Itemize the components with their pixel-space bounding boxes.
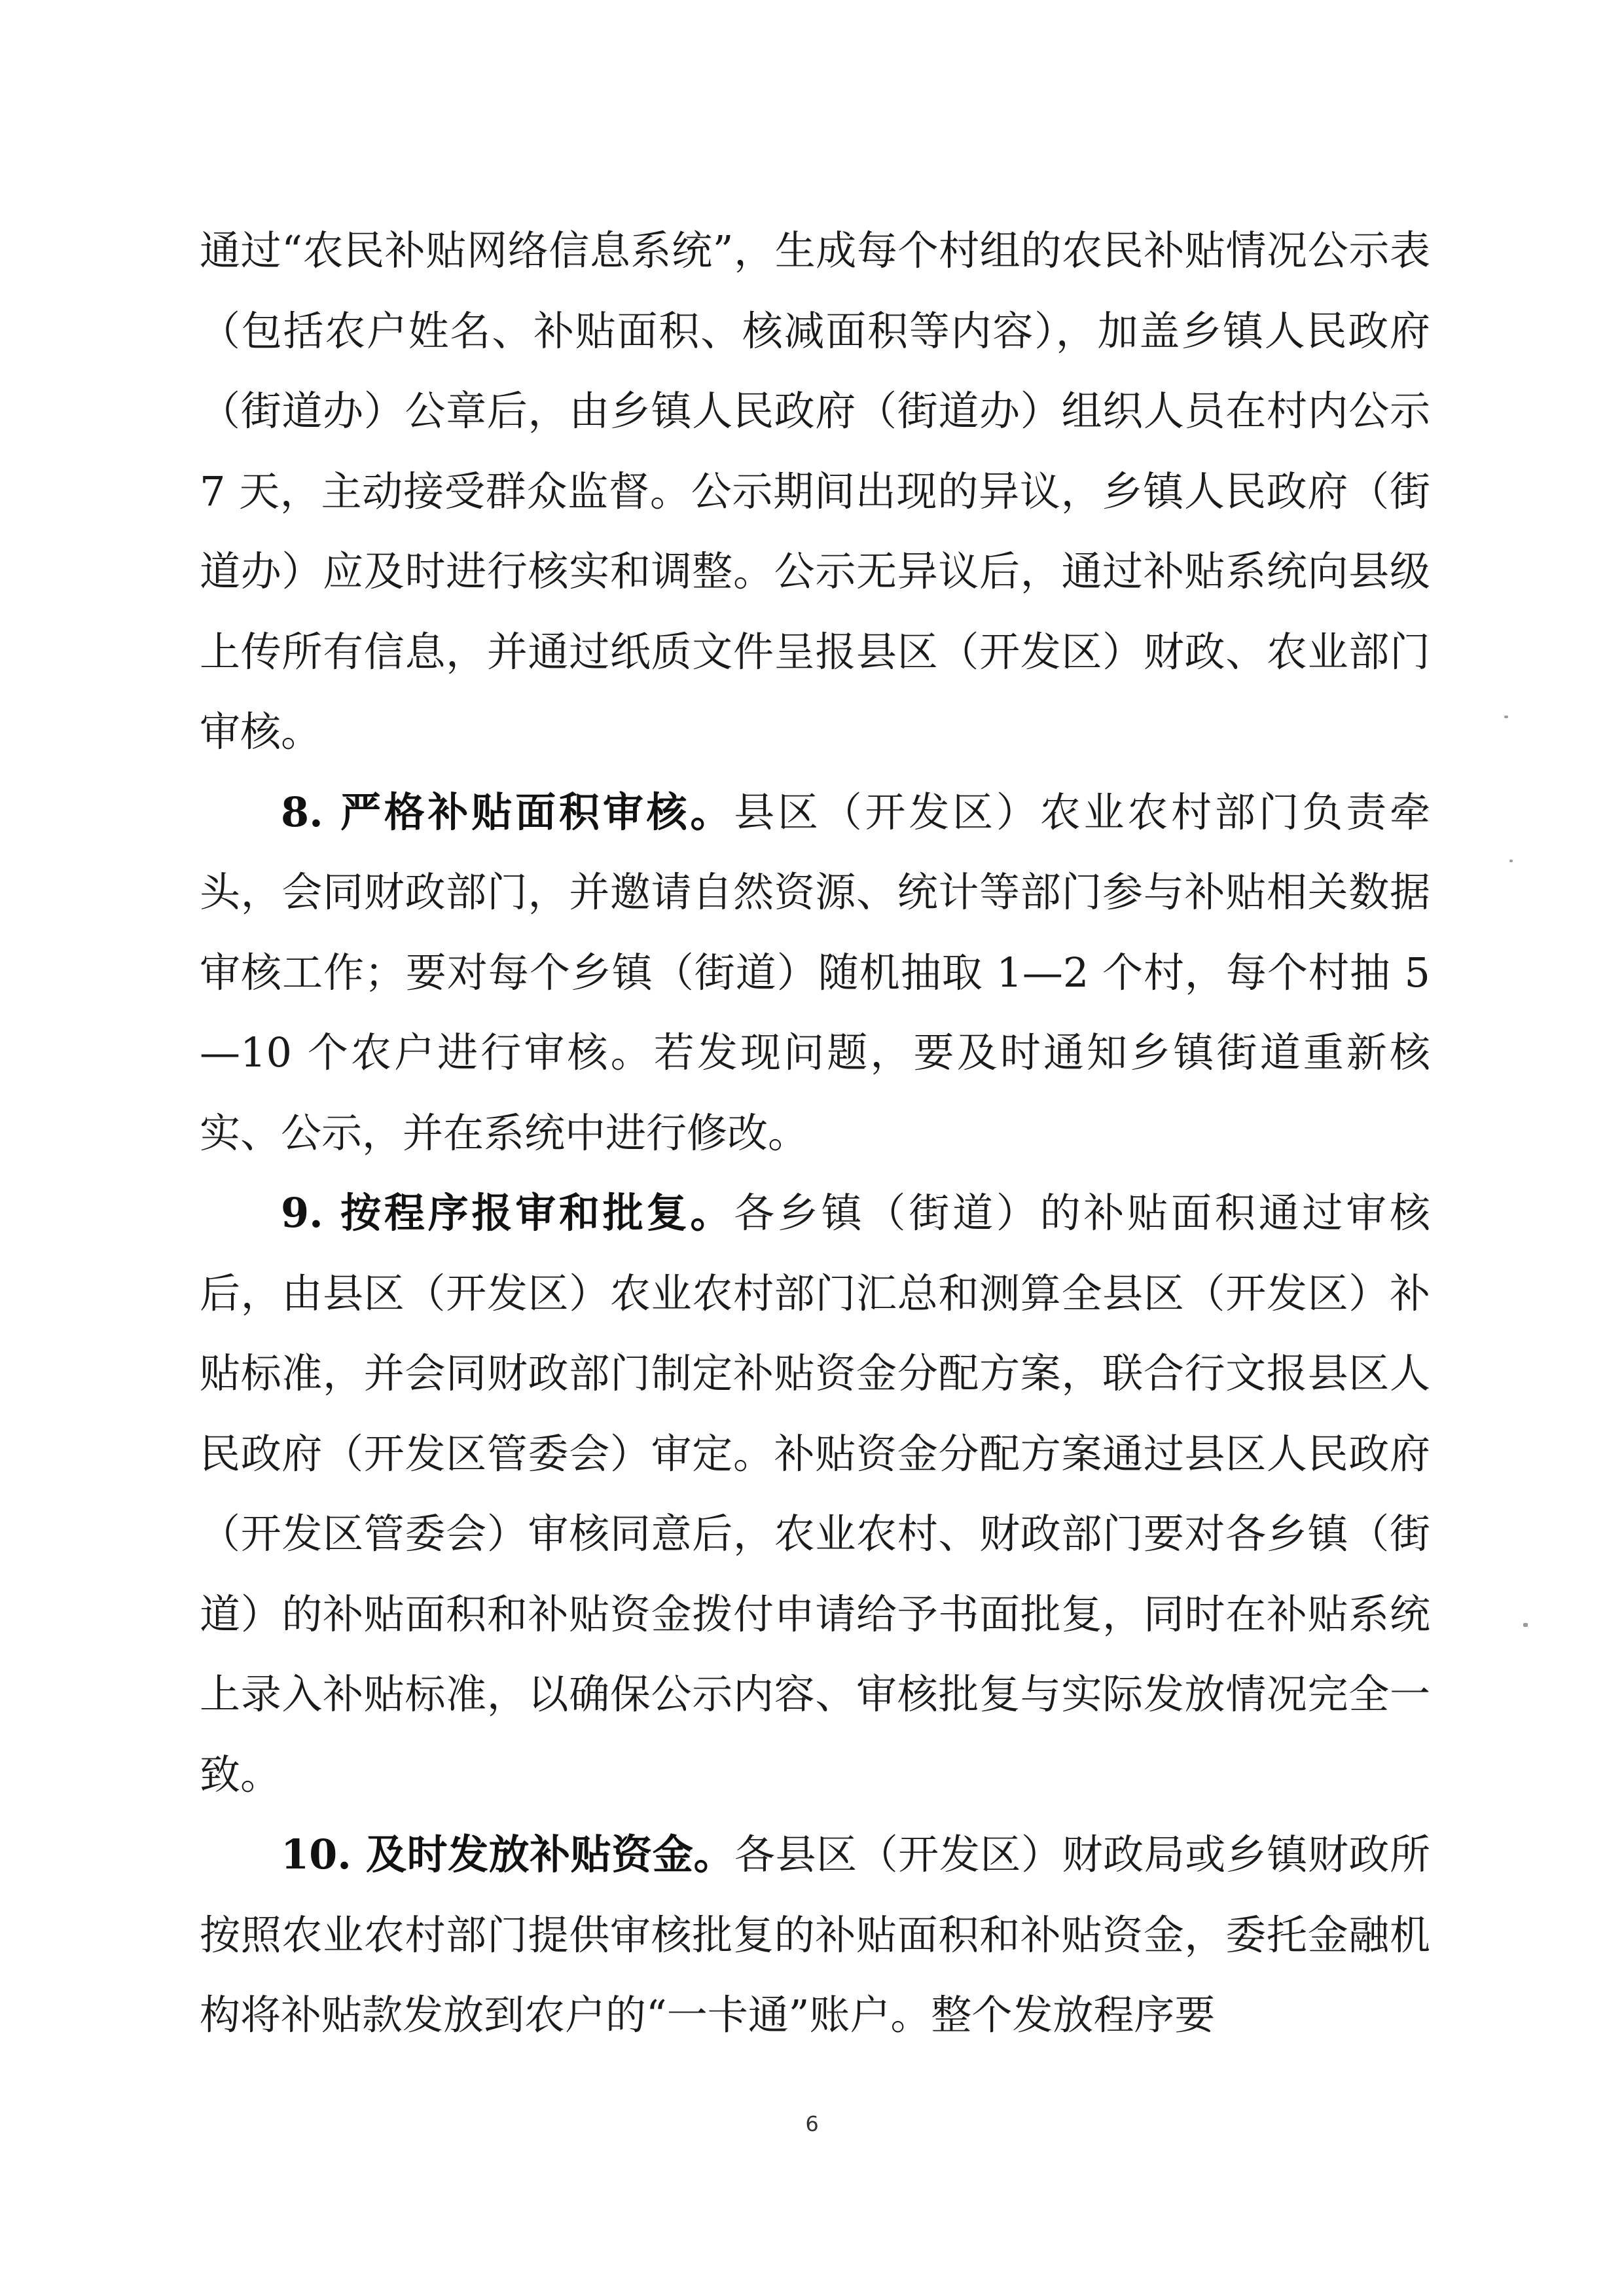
body-text bbox=[200, 211, 1430, 2056]
paragraph-body: 通过“农民补贴网络信息系统”，生成每个村组的农民补贴情况公示表（包括农户姓名、补贴面积、核减面积等内容），加盖乡镇人民政府（街道办）公章后，由乡镇人民政府（街道办）组织人员在村内公示 7 天，主动接受群众监督。公示期间出现的异议，乡镇人民政府（街道办）应及时进行核实和调整。公示无异议后，通过补贴系统向县级上传所有信息，并通过纸质文件呈报县区（开发区）财政、农业部门审核。 bbox=[200, 227, 1430, 756]
scan-speck bbox=[1523, 1623, 1528, 1627]
paragraph-heading: 8. 严格补贴面积审核。 bbox=[281, 788, 734, 836]
paragraph-body: 县区（开发区）农业农村部门负责牵头，会同财政部门，并邀请自然资源、统计等部门参与补贴相关数据审核工作；要对每个乡镇（街道）随机抽取 1—2 个村，每个村抽 5—10 个农户进行审核。若发现问题，要及时通知乡镇街道重新核实、公示，并在系统中进行修改。 bbox=[200, 788, 1430, 1157]
paragraph-body: 各县区（开发区）财政局或乡镇财政所按照农业农村部门提供审核批复的补贴面积和补贴资金，委托金融机构将补贴款发放到农户的“一卡通”账户。整个发放程序要 bbox=[200, 1831, 1430, 2039]
scan-speck bbox=[1509, 860, 1513, 862]
paragraph-heading: 9. 按程序报审和批复。 bbox=[281, 1189, 734, 1237]
scan-speck bbox=[1504, 716, 1508, 718]
page-number: 6 bbox=[805, 2111, 819, 2136]
paragraph-continuation bbox=[200, 211, 1430, 773]
paragraph-heading: 10. 及时发放补贴资金。 bbox=[281, 1831, 735, 1878]
paragraph-item-10 bbox=[200, 1815, 1430, 2056]
paragraph-item-8 bbox=[200, 773, 1430, 1174]
paragraph-body: 各乡镇（街道）的补贴面积通过审核后，由县区（开发区）农业农村部门汇总和测算全县区（开发区）补贴标准，并会同财政部门制定补贴资金分配方案，联合行文报县区人民政府（开发区管委会）审定。补贴资金分配方案通过县区人民政府（开发区管委会）审核同意后，农业农村、财政部门要对各乡镇（街道）的补贴面积和补贴资金拨付申请给予书面批复，同时在补贴系统上录入补贴标准，以确保公示内容、审核批复与实际发放情况完全一致。 bbox=[200, 1189, 1430, 1798]
paragraph-item-9 bbox=[200, 1173, 1430, 1815]
